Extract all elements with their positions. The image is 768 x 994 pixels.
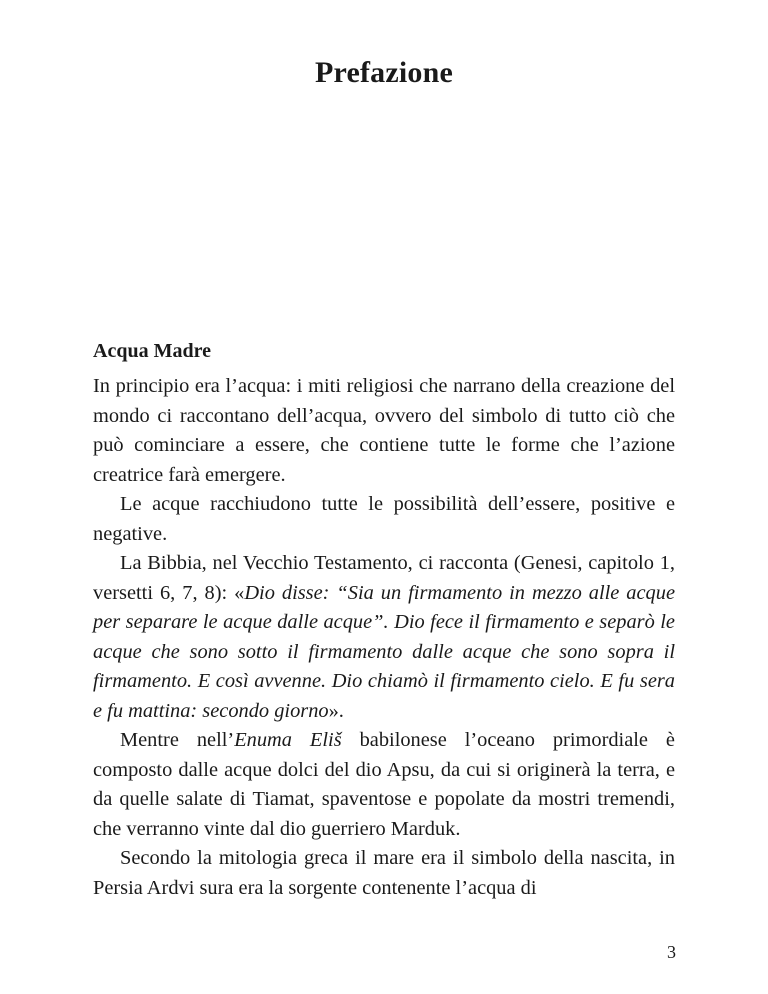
section-heading: Acqua Madre bbox=[93, 340, 211, 362]
paragraph-2: Le acque racchiudono tutte le possibilità dell’essere, positive e negative. bbox=[93, 493, 675, 545]
paragraph-4-intro: Mentre nell’ bbox=[120, 729, 235, 751]
paragraph-4-rest: babilonese l’oceano primordiale è composto dalle acque dolci del dio Apsu, da cui si originerà la terra, e da quelle salate di Tiamat, spaventose e popolate da mostri tremendi, che verranno vinte dal dio guerriero Marduk. bbox=[93, 729, 675, 840]
paragraph-4 bbox=[93, 726, 675, 844]
page-number: 3 bbox=[667, 942, 676, 962]
paragraph-3-closing: ». bbox=[328, 699, 344, 722]
paragraph-3 bbox=[93, 549, 675, 726]
work-title: Enuma Eliš bbox=[234, 729, 342, 751]
page-title: Prefazione bbox=[314, 56, 454, 89]
paragraph-1: In principio era l’acqua: i miti religiosi che narrano della creazione del mondo ci raccontano dell’acqua, ovvero del simbolo di tutto ciò che può cominciare a essere, che contiene tutte le forme che l’azione creatrice farà emergere. bbox=[93, 375, 675, 486]
bible-quote: Dio disse: “Sia un firmamento in mezzo alle acque per separare le acque dalle acque”. Dio fece il firmamento e separò le acque che sono sotto il firmamento dalle acque che sono sopra il firmamento. E così avvenne. Dio chiamò il firmamento cielo. E fu sera e fu mattina: secondo giorno bbox=[93, 581, 675, 722]
paragraph-5: Secondo la mitologia greca il mare era il simbolo della nascita, in Persia Ardvi sura era la sorgente contenente l’acqua di bbox=[93, 847, 675, 899]
paragraph-3-intro: La Bibbia, nel Vecchio Testamento, ci racconta (Genesi, capitolo 1, versetti 6, 7, 8): « bbox=[93, 552, 675, 604]
body-text bbox=[93, 372, 675, 903]
